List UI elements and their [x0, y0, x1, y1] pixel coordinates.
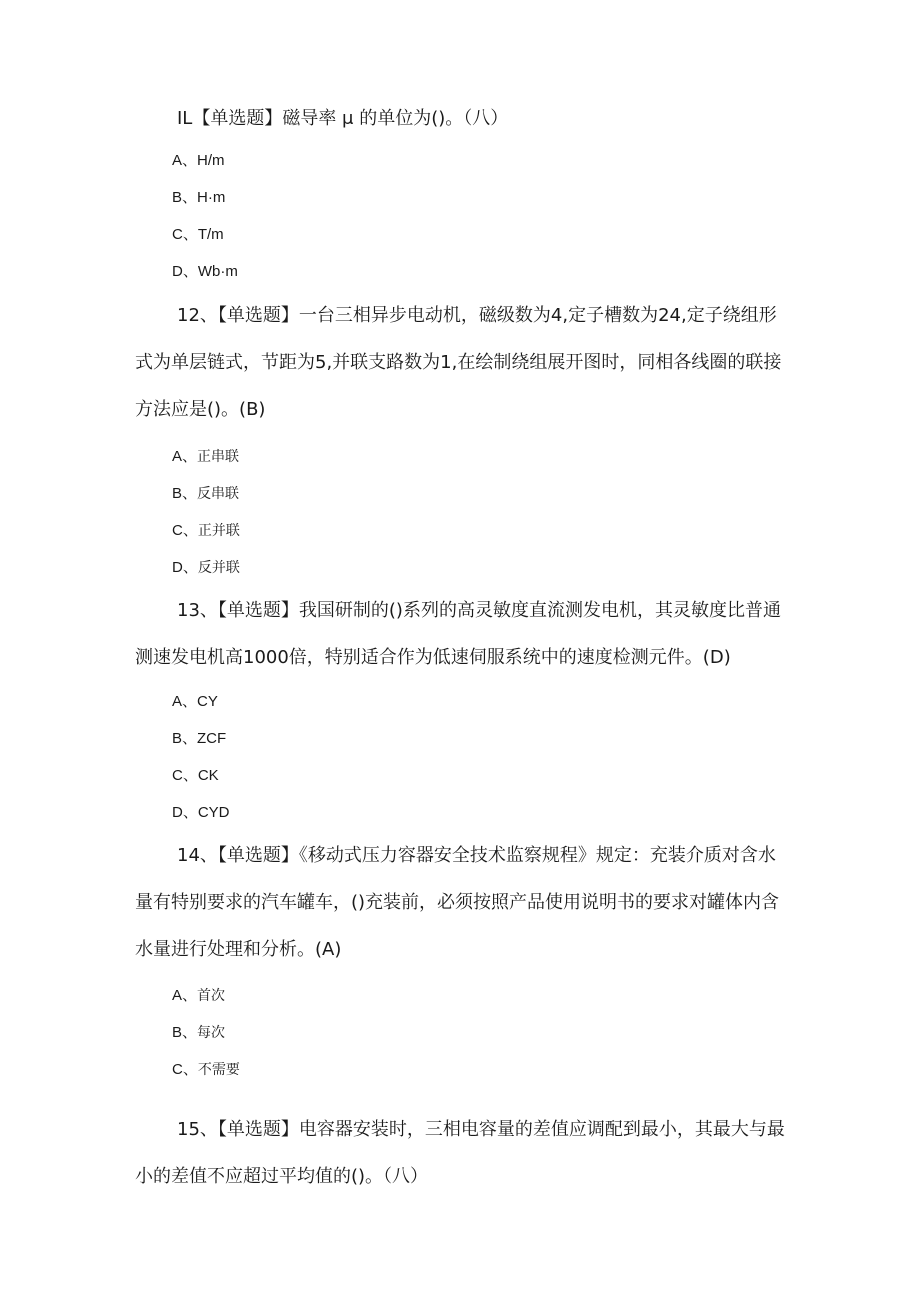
question-12-option-d: [172, 557, 240, 578]
option-letter: A、: [172, 693, 198, 710]
option-letter: A、: [172, 987, 198, 1004]
option-letter: D、: [172, 263, 198, 280]
option-text: CY: [197, 693, 218, 710]
option-text: 每次: [197, 1025, 226, 1041]
option-letter: A、: [172, 152, 198, 169]
option-letter: D、: [172, 804, 198, 821]
question-11-option-b: [172, 187, 225, 208]
option-text: 不需要: [197, 1062, 240, 1078]
option-letter: B、: [172, 730, 198, 747]
option-text: 首次: [197, 988, 226, 1004]
option-text: 正并联: [197, 523, 240, 539]
question-11-option-d: [172, 261, 238, 282]
option-text: H/m: [197, 152, 225, 169]
question-14-option-c: [172, 1059, 240, 1080]
option-text: 反串联: [197, 486, 240, 502]
option-letter: B、: [172, 189, 198, 206]
question-12-option-c: [172, 520, 240, 541]
option-letter: A、: [172, 448, 198, 465]
question-13-stem: 13、【单选题】我国研制的()系列的高灵敏度直流测发电机，其灵敏度比普通测速发电机高1000倍，特别适合作为低速伺服系统中的速度检测元件。(D): [135, 600, 781, 668]
question-13-option-b: [172, 728, 226, 749]
option-text: H·m: [197, 189, 226, 206]
option-text: 反并联: [197, 560, 240, 576]
question-11-option-c: [172, 224, 224, 245]
question-13-option-c: [172, 765, 219, 786]
question-11-stem: IL【单选题】磁导率 μ 的单位为()。（八）: [177, 108, 509, 129]
option-letter: B、: [172, 485, 198, 502]
option-letter: C、: [172, 226, 198, 243]
question-14-stem: 14、【单选题】《移动式压力容器安全技术监察规程》规定：充装介质对含水量有特别要求的汽车罐车，()充装前，必须按照产品使用说明书的要求对罐体内含水量进行处理和分析。(A): [135, 845, 780, 960]
option-text: 正串联: [197, 449, 240, 465]
option-text: CYD: [197, 804, 230, 821]
option-letter: C、: [172, 522, 198, 539]
question-14-option-b: [172, 1022, 225, 1043]
option-letter: B、: [172, 1024, 198, 1041]
option-letter: D、: [172, 559, 198, 576]
question-12-option-b: [172, 483, 239, 504]
option-text: ZCF: [197, 730, 227, 747]
question-15-stem: 15、【单选题】电容器安装时，三相电容量的差值应调配到最小，其最大与最小的差值不应超过平均值的()。（八）: [135, 1119, 785, 1187]
option-text: CK: [197, 767, 219, 784]
question-13-option-a: [172, 691, 218, 712]
option-letter: C、: [172, 767, 198, 784]
question-12-stem: 12、【单选题】一台三相异步电动机，磁级数为4,定子槽数为24,定子绕组形式为单层链式，节距为5,并联支路数为1,在绘制绕组展开图时，同相各线圈的联接方法应是()。(B): [135, 305, 782, 420]
question-12-option-a: [172, 446, 239, 467]
question-14-option-a: [172, 985, 225, 1006]
question-13-option-d: [172, 802, 230, 823]
option-text: Wb·m: [197, 263, 238, 280]
option-letter: C、: [172, 1061, 198, 1078]
question-11-option-a: [172, 150, 225, 171]
option-text: T/m: [197, 226, 224, 243]
